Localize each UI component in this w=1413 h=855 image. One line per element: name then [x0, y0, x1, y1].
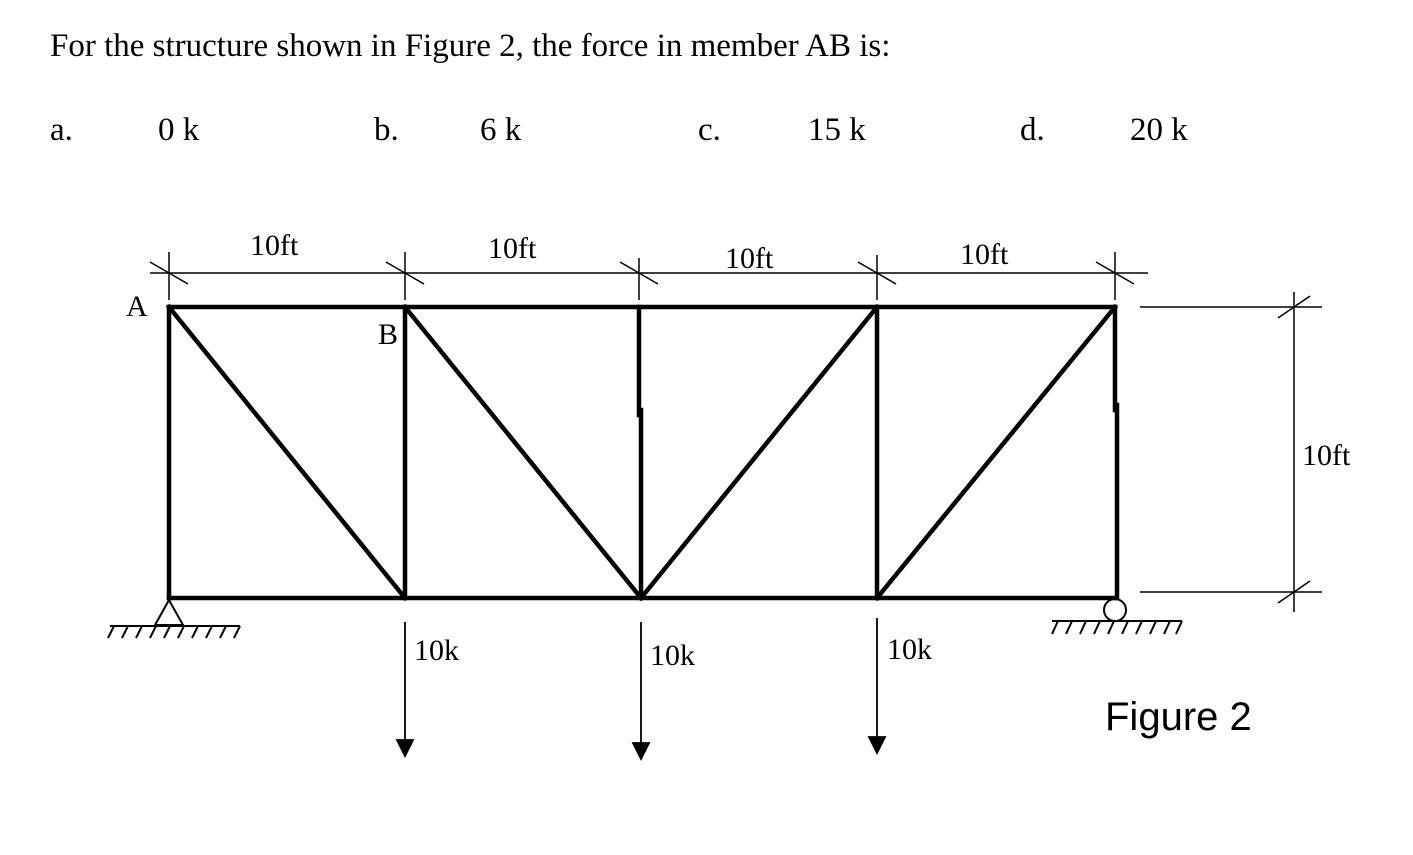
- option-b-value: 6 k: [480, 112, 522, 148]
- option-d-value: 20 k: [1130, 112, 1188, 148]
- height-label: 10ft: [1302, 439, 1351, 472]
- load-arrows: [397, 618, 885, 759]
- load-label-1: 10k: [414, 634, 459, 667]
- option-c-letter: c.: [698, 112, 721, 148]
- figure-caption: Figure 2: [1105, 695, 1252, 739]
- option-a-letter: a.: [50, 112, 73, 148]
- span-label-3: 10ft: [725, 242, 774, 275]
- option-d-letter: d.: [1020, 112, 1045, 148]
- roller-support: [1052, 599, 1182, 634]
- diagonal-1: [169, 307, 405, 598]
- diagonal-4: [877, 307, 1115, 598]
- diagonal-3: [641, 307, 877, 598]
- diagonal-2: [405, 307, 641, 598]
- load-label-3: 10k: [887, 633, 932, 666]
- load-label-2: 10k: [650, 639, 695, 672]
- question-text: For the structure shown in Figure 2, the force in member AB is:: [50, 28, 891, 64]
- pin-support: [108, 600, 240, 638]
- height-dimension-line: [1140, 292, 1322, 612]
- truss-members: [169, 307, 1117, 598]
- option-c-value: 15 k: [808, 112, 866, 148]
- option-b-letter: b.: [374, 112, 399, 148]
- node-label-a: A: [126, 290, 148, 323]
- load-labels: [414, 633, 932, 672]
- option-a-value: 0 k: [158, 112, 200, 148]
- span-label-2: 10ft: [488, 232, 537, 265]
- span-label-4: 10ft: [960, 238, 1009, 271]
- span-label-1: 10ft: [250, 229, 299, 262]
- node-label-b: B: [378, 318, 399, 351]
